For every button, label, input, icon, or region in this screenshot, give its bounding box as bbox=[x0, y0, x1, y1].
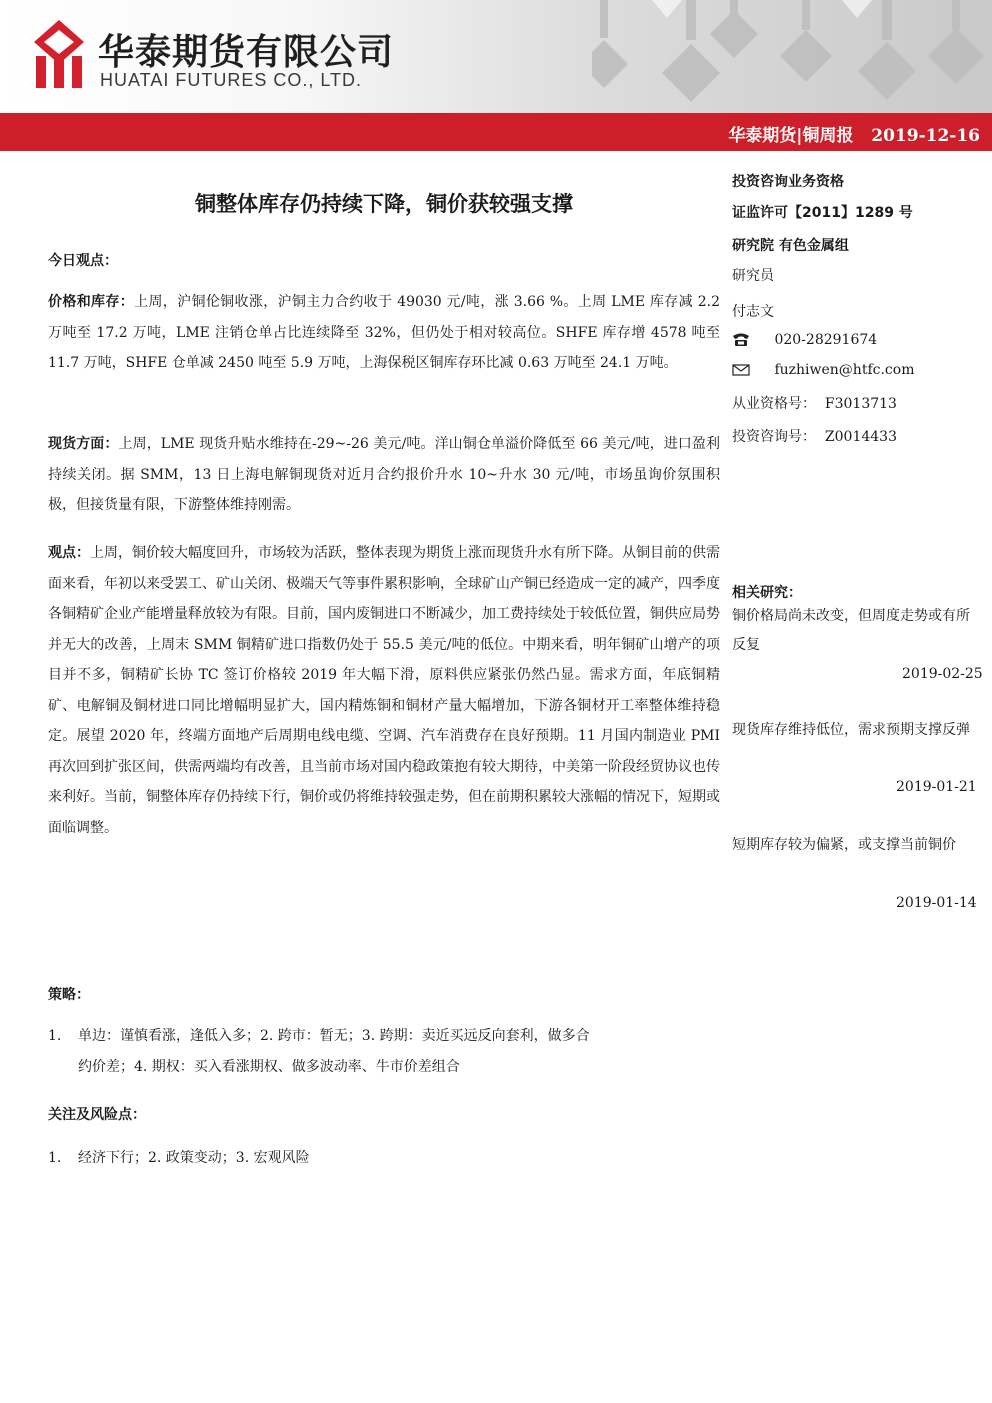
spot-text: 上周，LME 现货升贴水维持在-29~-26 美元/吨。洋山铜仓单溢价降低至 66 美元/吨，进口盈利持续关闭。据 SMM，13 日上海电解铜现货对近月合约报价升水 10~升水 30 元/吨，市场虽询价氛围积极，但接货量有限，下游整体维持刚需。 bbox=[48, 436, 721, 513]
related-date-3: 2019-01-14 bbox=[896, 895, 977, 911]
related-item-1[interactable]: 铜价格局尚未改变，但周度走势或有所反复 bbox=[732, 608, 970, 653]
qualification-cert: 从业资格号： F3013713 bbox=[732, 396, 897, 412]
risk-num: 1. bbox=[48, 1150, 62, 1166]
related-research-heading: 相关研究： bbox=[732, 585, 802, 601]
qualification-label: 投资咨询业务资格 bbox=[732, 174, 844, 190]
report-type-bar bbox=[0, 113, 992, 151]
phone-number[interactable]: 020-28291674 bbox=[774, 332, 878, 348]
strategy-line2: 约价差；4. 期权：买入看涨期权、做多波动率、牛市价差组合 bbox=[78, 1059, 460, 1075]
price-inventory-paragraph bbox=[48, 287, 720, 379]
risk-item bbox=[48, 1143, 720, 1174]
strategy-list bbox=[48, 1021, 720, 1083]
view-text: 上周，铜价较大幅度回升，市场较为活跃，整体表现为期货上涨而现货升水有所下降。从铜目前的供需面来看，年初以来受罢工、矿山关闭、极端天气等事件累积影响，全球矿山产铜已经造成一定的减产，四季度各铜精矿企业产能增量释放较为有限。目前，国内废铜进口不断减少，加工费持续处于较低位置，铜供应局势并无大的改善，上周末 SMM 铜精矿进口指数仍处于 55.5 美元/吨的低位。中期来看，明年铜矿山增产的项目并不多，铜精矿长协 TC 签订价格较 2019 年大幅下滑，原料供应紧张仍然凸显。需求方面，年底铜精矿、电解铜及铜材进口同比增幅明显扩大，国内精炼铜和铜材产量大幅增加，下游各铜材开工率整体维持稳定。展望 2020 年，终端方面地产后周期电线电缆、空调、汽车消费存在良好预期。11 月国内制造业 PMI 再次回到扩张区间，供需两端均有改善，且当前市场对国内稳政策抱有较大期待，中美第一阶段经贸协议也传来利好。当前，铜整体库存仍持续下行，铜价或仍将维持较强走势，但在前期积累较大涨幅的情况下，短期或面临调整。 bbox=[48, 545, 720, 836]
spot-paragraph bbox=[48, 429, 720, 521]
view-paragraph bbox=[48, 538, 720, 843]
related-item-3[interactable]: 短期库存较为偏紧，或支撑当前铜价 bbox=[732, 837, 956, 853]
brand-name-en: HUATAI FUTURES CO., LTD. bbox=[100, 70, 363, 90]
brand-name-cn: 华泰期货有限公司 bbox=[98, 32, 395, 73]
analyst-role: 研究员 bbox=[732, 268, 774, 284]
risk-list bbox=[48, 1143, 720, 1174]
risk-heading: 关注及风险点： bbox=[48, 1107, 146, 1123]
report-title: 铜整体库存仍持续下降，铜价获较强支撑 bbox=[195, 192, 573, 216]
strategy-line1: 单边：谨慎看涨，逢低入多；2. 跨市：暂无；3. 跨期：卖近买远反向套利，做多合 bbox=[78, 1028, 590, 1044]
price-inventory-text: 上周，沪铜伦铜收涨，沪铜主力合约收于 49030 元/吨，涨 3.66 %。上周 LME 库存减 2.2 万吨至 17.2 万吨，LME 注销仓单占比连续降至 32%，但仍处于相对较高位。SHFE 库存增 4578 吨至 11.7 万吨，SHFE 仓单减 2450 吨至 5.9 万吨，上海保税区铜库存环比减 0.63 万吨至 24.1 万吨。 bbox=[48, 294, 720, 371]
email-row bbox=[732, 362, 914, 378]
report-header bbox=[0, 0, 992, 113]
strategy-heading: 策略： bbox=[48, 987, 90, 1003]
phone-row bbox=[732, 332, 877, 348]
related-item-2[interactable]: 现货库存维持低位，需求预期支撑反弹 bbox=[732, 722, 970, 738]
risk-text: 经济下行；2. 政策变动；3. 宏观风险 bbox=[78, 1150, 310, 1166]
view-label: 观点： bbox=[48, 545, 90, 561]
phone-icon bbox=[732, 333, 750, 347]
decorative-diamonds bbox=[592, 0, 992, 113]
email-address[interactable]: fuzhiwen@htfc.com bbox=[774, 362, 915, 378]
strategy-num: 1. bbox=[48, 1028, 62, 1044]
related-date-2: 2019-01-21 bbox=[896, 779, 977, 795]
report-type-date: 华泰期货|铜周报 2019-12-16 bbox=[728, 126, 980, 146]
strategy-item bbox=[48, 1021, 720, 1052]
huatai-logo-icon bbox=[34, 20, 84, 90]
department: 研究院 有色金属组 bbox=[732, 238, 849, 254]
spot-label: 现货方面： bbox=[48, 436, 119, 452]
related-date-1: 2019-02-25 bbox=[902, 666, 983, 682]
today-view-heading: 今日观点： bbox=[48, 253, 118, 269]
license-number: 证监许可【2011】1289 号 bbox=[732, 205, 913, 221]
advisory-number: 投资咨询号： Z0014433 bbox=[732, 429, 897, 445]
analyst-name: 付志文 bbox=[732, 304, 774, 320]
price-inventory-label: 价格和库存： bbox=[48, 294, 135, 310]
mail-icon bbox=[732, 363, 750, 377]
